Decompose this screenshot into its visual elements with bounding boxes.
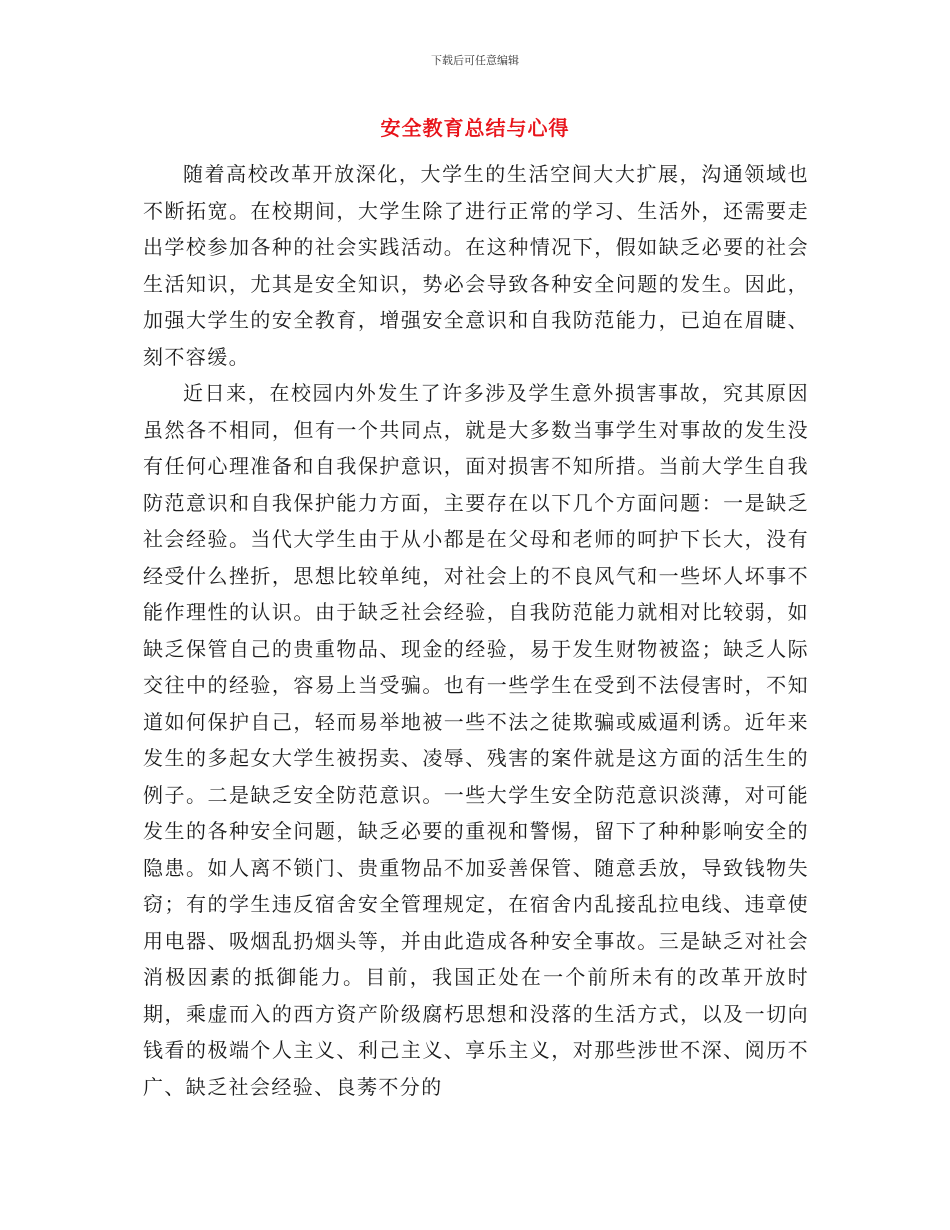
paragraph: 近日来，在校园内外发生了许多涉及学生意外损害事故，究其原因虽然各不相同，但有一个共同点，就是大多数当事学生对事故的发生没有任何心理准备和自我保护意识，面对损害不知所措。当前大学生自我防范意识和自我保护能力方面，主要存在以下几个方面问题：一是缺乏社会经验。当代大学生由于从小都是在父母和老师的呵护下长大，没有经受什么挫折，思想比较单纯，对社会上的不良风气和一些坏人坏事不能作理性的认识。由于缺乏社会经验，自我防范能力就相对比较弱，如缺乏保管自己的贵重物品、现金的经验，易于发生财物被盗；缺乏人际交往中的经验，容易上当受骗。也有一些学生在受到不法侵害时，不知道如何保护自己，轻而易举地被一些不法之徒欺骗或威逼利诱。近年来发生的多起女大学生被拐卖、凌辱、残害的案件就是这方面的活生生的例子。二是缺乏安全防范意识。一些大学生安全防范意识淡薄，对可能发生的各种安全问题，缺乏必要的重视和警惕，留下了种种影响安全的隐患。如人离不锁门、贵重物品不加妥善保管、随意丢放，导致钱物失窃；有的学生违反宿舍安全管理规定，在宿舍内乱接乱拉电线、违章使用电器、吸烟乱扔烟头等，并由此造成各种安全事故。三是缺乏对社会消极因素的抵御能力。目前，我国正处在一个前所未有的改革开放时期，乘虚而入的西方资产阶级腐朽思想和没落的生活方式，以及一切向钱看的极端个人主义、利己主义、享乐主义，对那些涉世不深、阅历不广、缺乏社会经验、良莠不分的 — [143, 381, 809, 1099]
document-title: 安全教育总结与心得 — [380, 116, 570, 140]
paragraph: 随着高校改革开放深化，大学生的生活空间大大扩展，沟通领域也不断拓宽。在校期间，大学生除了进行正常的学习、生活外，还需要走出学校参加各种的社会实践活动。在这种情况下，假如缺乏必要的社会生活知识，尤其是安全知识，势必会导致各种安全问题的发生。因此，加强大学生的安全教育，增强安全意识和自我防范能力，已迫在眉睫、刻不容缓。 — [143, 162, 809, 369]
document-body — [143, 156, 809, 1105]
header-note: 下载后可任意编辑 — [431, 54, 519, 67]
